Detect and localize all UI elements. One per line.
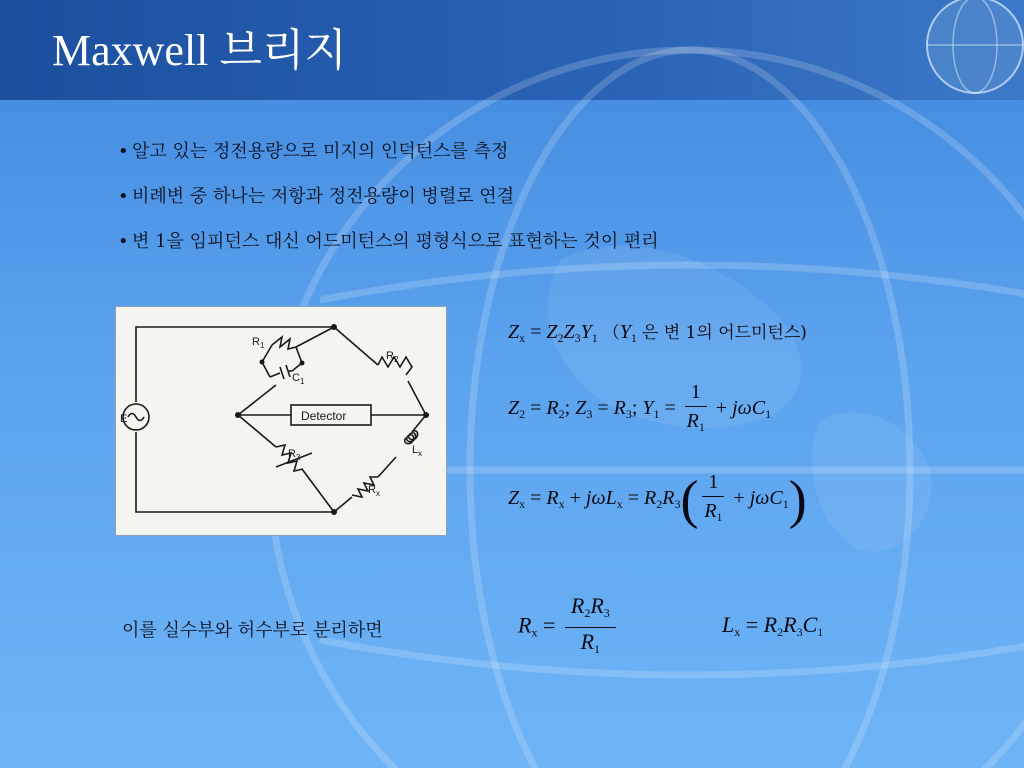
node-r1-left: [260, 360, 265, 365]
wire-c1-a: [270, 373, 280, 377]
node-top: [331, 324, 337, 330]
node-r1-right: [300, 361, 305, 366]
circuit-svg: [116, 307, 446, 535]
node-right: [423, 412, 429, 418]
wire-r3-b: [302, 469, 334, 512]
rx-label: $R_x$: [368, 484, 380, 498]
wire-lx-a: [412, 415, 426, 432]
wire-lx-b: [378, 457, 396, 477]
r1-label: $R_1$: [252, 336, 265, 350]
wire-r1-right: [292, 347, 302, 371]
wire-r2-b: [408, 381, 426, 415]
wire-r3-a: [238, 415, 276, 447]
bullet-text: 알고 있는 정전용량으로 미지의 인덕턴스를 측정: [132, 141, 509, 162]
r3-label: $R_3$: [288, 448, 301, 462]
equation-lx-result: $L_x = R_2R_3C_1$: [722, 612, 824, 639]
capacitor-c1-plates: [280, 365, 290, 379]
conclusion-text: 이를 실수부와 허수부로 분리하면: [122, 620, 383, 641]
wire-r2-a: [334, 327, 378, 365]
source-label: E: [120, 413, 128, 425]
resistor-r1-zigzag: [272, 337, 296, 349]
bullet-item: • 비례변 중 하나는 저항과 정전용량이 병렬로 연결: [118, 186, 515, 207]
bullet-text: 비례변 중 하나는 저항과 정전용량이 병렬로 연결: [132, 186, 515, 207]
bullet-item: • 변 1을 임피던스 대신 어드미턴스의 평형식으로 표현하는 것이 편리: [118, 231, 659, 252]
node-bottom: [331, 509, 337, 515]
r2-label: $R_2$: [386, 350, 399, 364]
node-left: [235, 412, 241, 418]
detector-label: Detector: [301, 409, 347, 423]
equation-rx-result: $R_x$ = $\frac{R_2R_3}{R_1}$: [518, 594, 620, 661]
maxwell-bridge-circuit: [115, 306, 447, 536]
equation-zx-expanded: $Z_x = R_x + j\omega L_x = R_2R_3$( $\frac{1}{R_1}$ + jωC$_1$): [508, 469, 807, 530]
equation-note: 은 변 1의 어드미턴스): [641, 323, 807, 343]
bullet-list: [118, 143, 659, 278]
wire-rx-b: [334, 497, 352, 512]
wire-r1-a: [296, 327, 334, 347]
lx-label: $L_x$: [412, 444, 423, 458]
wire-top: [136, 327, 334, 402]
slide-title: Maxwell 브리지: [52, 26, 347, 75]
bullet-text: 변 1을 임피던스 대신 어드미턴스의 평형식으로 표현하는 것이 편리: [132, 231, 659, 252]
c1-label: $C_1$: [292, 372, 305, 386]
bullet-item: • 알고 있는 정전용량으로 미지의 인덕턴스를 측정: [118, 141, 509, 162]
equation-zx-product: $Z_x = Z_2Z_3Y_1$ （$Y_1$ 은 변 1의 어드미턴스): [508, 321, 807, 345]
equation-arm-values: $Z_2 = R_2$; $Z_3 = R_3$; $Y_1$ = $\frac{1}{R_1}$ + jωC$_1$: [508, 381, 772, 434]
inductor-lx-coil: [405, 431, 418, 444]
wire-r1-to-left: [238, 385, 276, 415]
